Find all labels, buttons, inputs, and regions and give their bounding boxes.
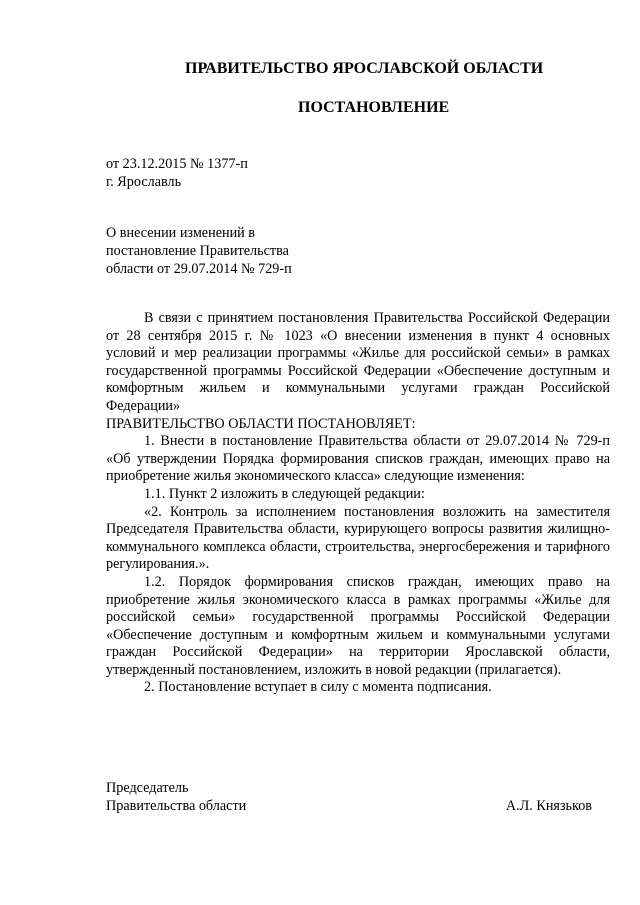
- signatory-position-2: Правительства области: [106, 798, 247, 814]
- resolves-clause: ПРАВИТЕЛЬСТВО ОБЛАСТИ ПОСТАНОВЛЯЕТ:: [106, 415, 416, 432]
- signatory-position-1: Председатель: [106, 780, 189, 796]
- subject-line-3: области от 29.07.2014 № 729-п: [106, 261, 292, 277]
- item-1-1-text: «2. Контроль за исполнением постановления возложить на заместителя Председателя Правительства области, курирующего вопросы развития жилищно-коммунального комплекса области, строительства, энергосбережения и тарифного регулирования.».: [106, 503, 610, 573]
- document-subject: [106, 224, 292, 278]
- document-meta: [106, 155, 248, 191]
- preamble: В связи с принятием постановления Правительства Российской Федерации от 28 сентября 2015 г. № 1023 «О внесении изменения в пункт 4 основных условий и мер реализации программы «Жилье для российской семьи» в рамках государственной программы Российской Федерации «Обеспечение доступным и комфортным жильем и коммунальными услугами граждан Российской Федерации»: [106, 310, 610, 414]
- subject-line-1: О внесении изменений в: [106, 225, 256, 241]
- subject-line-2: постановление Правительства: [106, 243, 289, 259]
- item-1-1: 1.1. Пункт 2 изложить в следующей редакции:: [144, 485, 425, 502]
- government-title: ПРАВИТЕЛЬСТВО ЯРОСЛАВСКОЙ ОБЛАСТИ: [185, 60, 544, 77]
- city: г. Ярославль: [106, 174, 182, 190]
- signature-row: [106, 797, 610, 815]
- document-type: ПОСТАНОВЛЕНИЕ: [298, 99, 450, 116]
- item-1-2: 1.2. Порядок формирования списков граждан, имеющих право на приобретение жилья экономического класса в рамках программы «Жилье для российской семьи» государственной программы Российской Федерации «Обеспечение доступным и комфортным жильем и коммунальными услугами граждан Российской Федерации» на территории Ярославской области, утвержденный постановлением, изложить в новой редакции (прилагается).: [106, 573, 610, 678]
- date-number: от 23.12.2015 № 1377-п: [106, 156, 248, 172]
- signature-block: [106, 779, 610, 815]
- item-2: 2. Постановление вступает в силу с момента подписания.: [144, 679, 492, 696]
- item-1: 1. Внести в постановление Правительства области от 29.07.2014 № 729-п «Об утверждении Порядка формирования списков граждан, имеющих право на приобретение жилья экономического класса» следующие изменения:: [106, 433, 610, 485]
- document-body: [106, 310, 610, 697]
- signatory-name: А.Л. Князьков: [505, 798, 592, 814]
